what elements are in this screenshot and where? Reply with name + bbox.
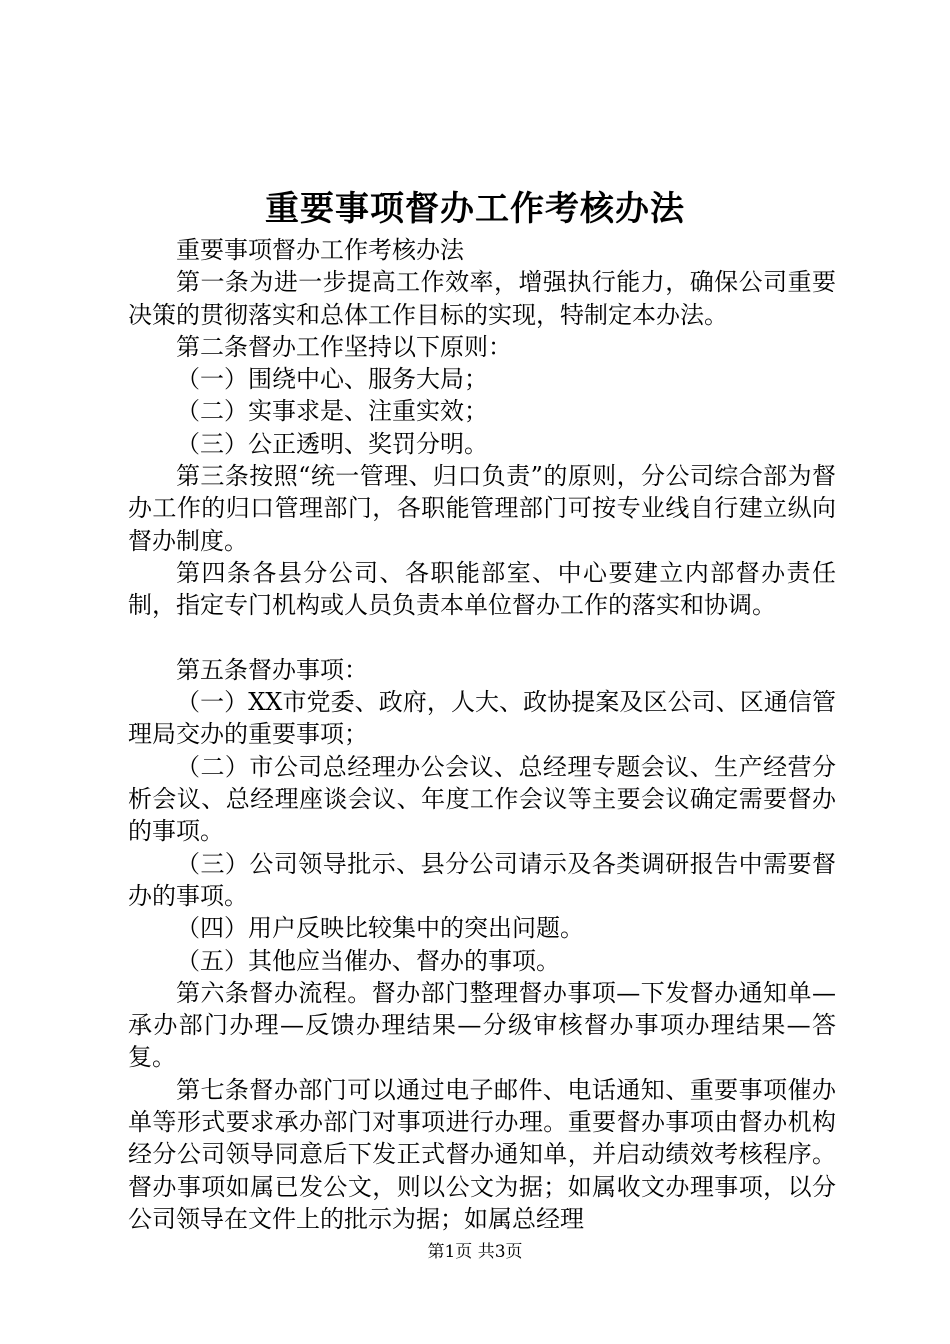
paragraph-article-2: 第二条督办工作坚持以下原则： <box>176 332 512 361</box>
paragraph-article-5: 第五条督办事项： <box>176 655 368 684</box>
paragraph-item-4: （四）用户反映比较集中的突出问题。 <box>176 914 584 943</box>
paragraph-article-1: 第一条为进一步提高工作效率，增强执行能力，确保公司重要决策的贯彻落实和总体工作目标的实现，特制定本办法。 <box>128 268 836 329</box>
paragraph-subtitle: 重要事项督办工作考核办法 <box>176 236 464 264</box>
paragraph-item-5: （五）其他应当催办、督办的事项。 <box>176 946 560 975</box>
document-title: 重要事项督办工作考核办法 <box>265 189 685 229</box>
paragraph-principle-2: （二）实事求是、注重实效； <box>176 397 488 426</box>
paragraph-principle-3: （三）公正透明、奖罚分明。 <box>176 429 488 458</box>
paragraph-item-2: （二）市公司总经理办公会议、总经理专题会议、生产经营分析会议、总经理座谈会议、年度工作会议等主要会议确定需要督办的事项。 <box>128 752 836 846</box>
paragraph-article-4: 第四条各县分公司、各职能部室、中心要建立内部督办责任制，指定专门机构或人员负责本单位督办工作的落实和协调。 <box>128 558 836 620</box>
page-footer: 第1页 共3页 <box>427 1242 523 1262</box>
paragraph-spacer <box>128 622 836 654</box>
paragraph-item-3: （三）公司领导批示、县分公司请示及各类调研报告中需要督办的事项。 <box>128 849 836 910</box>
paragraph-article-6: 第六条督办流程。督办部门整理督办事项—下发督办通知单—承办部门办理—反馈办理结果—分级审核督办事项办理结果—答复。 <box>128 978 836 1072</box>
document-body <box>128 234 836 1235</box>
paragraph-principle-1: （一）围绕中心、服务大局； <box>176 365 488 394</box>
paragraph-article-3: 第三条按照“统一管理、归口负责”的原则，分公司综合部为督办工作的归口管理部门，各职能管理部门可按专业线自行建立纵向督办制度。 <box>128 462 836 555</box>
paragraph-item-1: （一）XX市党委、政府，人大、政协提案及区公司、区通信管理局交办的重要事项； <box>128 688 836 749</box>
paragraph-article-7: 第七条督办部门可以通过电子邮件、电话通知、重要事项催办单等形式要求承办部门对事项进行办理。重要督办事项由督办机构经分公司领导同意后下发正式督办通知单，并启动绩效考核程序。督办事项如属已发公文，则以公文为据；如属收文办理事项，以分公司领导在文件上的批示为据；如属总经理 <box>128 1075 836 1233</box>
